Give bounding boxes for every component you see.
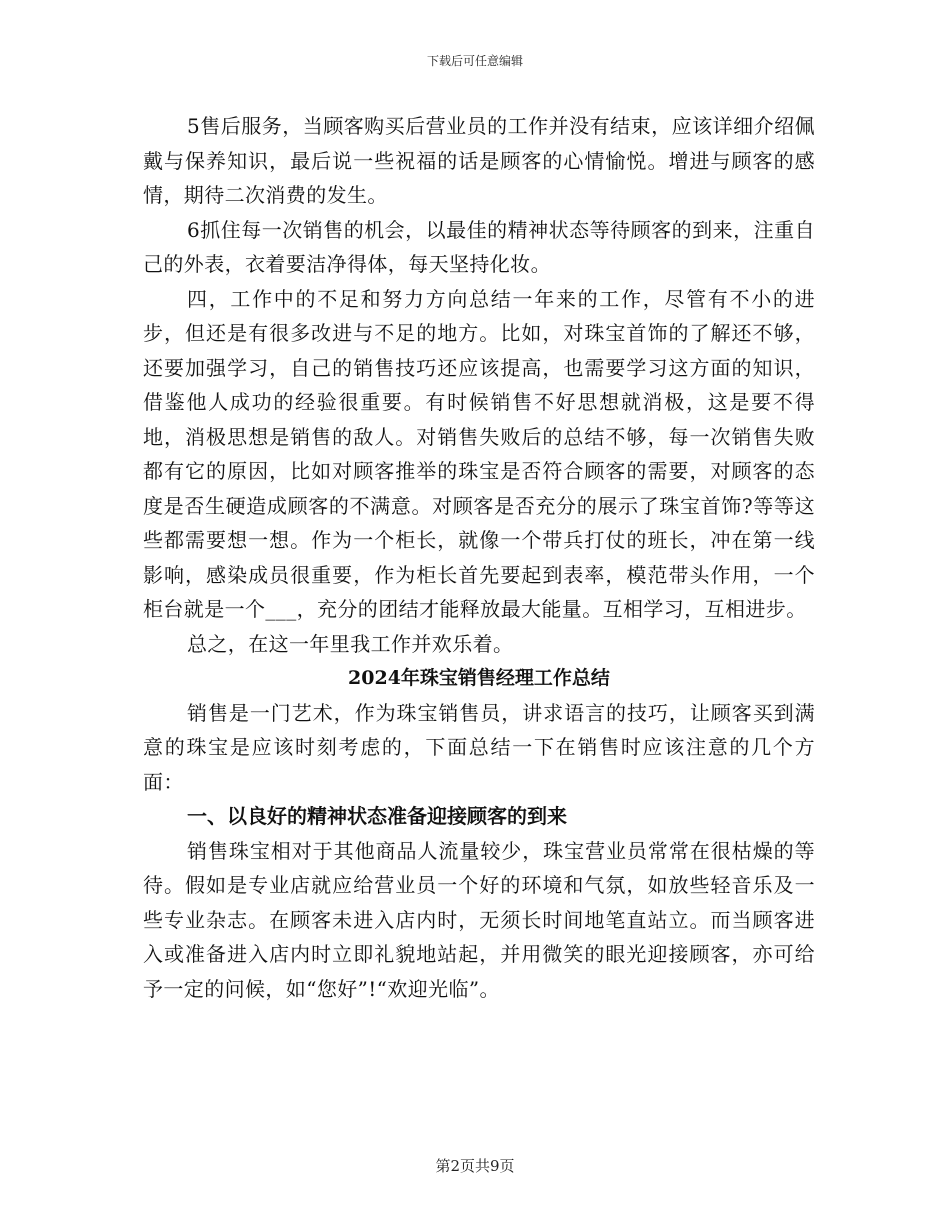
paragraph-section-body: 销售珠宝相对于其他商品人流量较少，珠宝营业员常常在很枯燥的等待。假如是专业店就应给营业员一个好的环境和气氛，如放些轻音乐及一些专业杂志。在顾客未进入店内时，无须长时间地笔直站立。而当顾客进入或准备进入店内时立即礼貌地站起，并用微笑的眼光迎接顾客，亦可给予一定的问候，如“您好”!“欢迎光临”。 [143, 838, 815, 1001]
paragraph-conclusion: 总之，在这一年里我工作并欢乐着。 [187, 631, 514, 656]
page-footer: 第2页共9页 [435, 1157, 515, 1175]
document-title: 2024年珠宝销售经理工作总结 [348, 667, 610, 689]
page-header: 下载后可任意编辑 [426, 54, 523, 68]
section-heading: 一、以良好的精神状态准备迎接顾客的到来 [187, 804, 567, 828]
paragraph-seize-opportunity: 6抓住每一次销售的机会，以最佳的精神状态等待顾客的到来，注重自己的外表，衣着要洁净得体，每天坚持化妆。 [143, 217, 815, 276]
paragraph-after-sales-service: 5售后服务，当顾客购买后营业员的工作并没有结束，应该详细介绍佩戴与保养知识，最后说一些祝福的话是顾客的心情愉悦。增进与顾客的感情，期待二次消费的发生。 [143, 114, 815, 207]
paragraph-shortcomings: 四，工作中的不足和努力方向总结一年来的工作，尽管有不小的进步，但还是有很多改进与不足的地方。比如，对珠宝首饰的了解还不够，还要加强学习，自己的销售技巧还应该提高，也需要学习这方面的知识，借鉴他人成功的经验很重要。有时候销售不好思想就消极，这是要不得地，消极思想是销售的敌人。对销售失败后的总结不够，每一次销售失败都有它的原因，比如对顾客推举的珠宝是否符合顾客的需要，对顾客的态度是否生硬造成顾客的不满意。对顾客是否充分的展示了珠宝首饰?等等这些都需要想一想。作为一个柜长，就像一个带兵打仗的班长，冲在第一线影响，感染成员很重要，作为柜长首先要起到表率，模范带头作用，一个柜台就是一个___，充分的团结才能释放最大能量。互相学习，互相进步。 [143, 286, 815, 621]
paragraph-intro: 销售是一门艺术，作为珠宝销售员，讲求语言的技巧，让顾客买到满意的珠宝是应该时刻考虑的，下面总结一下在销售时应该注意的几个方面： [143, 700, 815, 794]
document-body [143, 109, 815, 1006]
